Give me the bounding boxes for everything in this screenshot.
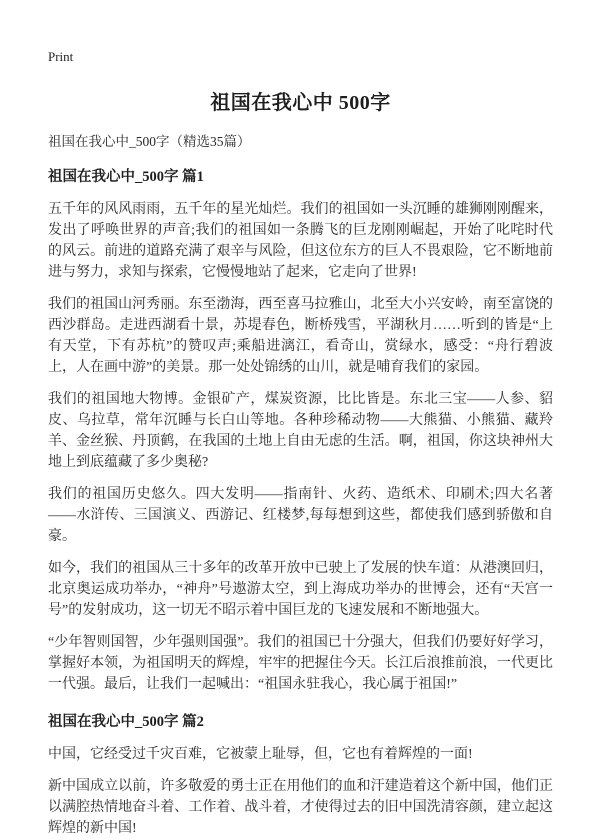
paragraph: 五千年的风风雨雨，五千年的星光灿烂。我们的祖国如一头沉睡的雄狮刚刚醒来，发出了呼唤世界的声音;我们的祖国如一条腾飞的巨龙刚刚崛起，开始了叱咤时代的风云。前进的道路充满了艰辛与风险，但这位东方的巨人不畏艰险，它不断地前进与努力，求知与探索，它慢慢地站了起来，它走向了世界! (48, 202, 553, 280)
paragraph: 中国，它经受过千灾百难，它被蒙上耻辱，但，它也有着辉煌的一面! (48, 747, 473, 762)
paragraph: “少年智则国智，少年强则国强”。我们的祖国已十分强大，但我们仍要好好学习，掌握好本领，为祖国明天的辉煌，牢牢的把握住今天。长江后浪推前浪，一代更比一代强。最后，让我们一起喊出：“祖国永驻我心，我心属于祖国!” (48, 635, 553, 692)
print-button[interactable]: Print (48, 49, 74, 64)
section-heading-2: 祖国在我心中_500字 篇2 (48, 714, 204, 730)
paragraph: 我们的祖国历史悠久。四大发明——指南针、火药、造纸术、印刷术;四大名著——水浒传、三国演义、西游记、红楼梦,每每想到这些，都使我们感到骄傲和自豪。 (48, 487, 553, 544)
page-title: 祖国在我心中 500字 (210, 92, 391, 114)
paragraph: 我们的祖国山河秀丽。东至渤海，西至喜马拉雅山，北至大小兴安岭，南至富饶的西沙群岛。走进西湖看十景，苏堤春色，断桥残雪，平湖秋月……听到的皆是“上有天堂，下有苏杭”的赞叹声;乘船进漓江，看奇山，赏绿水，感受：“舟行碧波上，人在画中游”的美景。那一处处锦绣的山川，就是哺育我们的家园。 (48, 297, 553, 375)
paragraph: 新中国成立以前，许多敬爱的勇士正在用他们的血和汗建造着这个新中国，他们正以满腔热情地奋斗着、工作着、战斗着，才使得过去的旧中国洗清容颜，建立起这辉煌的新中国! (48, 779, 553, 836)
essay-section-1 (48, 165, 553, 695)
paragraph: 如今，我们的祖国从三十多年的改革开放中已驶上了发展的快车道：从港澳回归，北京奥运成功举办，“神舟”号遨游太空，到上海成功举办的世博会，还有“天宫一号”的发射成功，这一切无不昭示着中国巨龙的飞速发展和不断地强大。 (48, 561, 553, 618)
paragraph: 我们的祖国地大物博。金银矿产，煤炭资源，比比皆是。东北三宝——人参、貂皮、乌拉草，常年沉睡与长白山等地。各种珍稀动物——大熊猫、小熊猫、藏羚羊、金丝猴、丹顶鹤，在我国的土地上自由无虑的生活。啊，祖国，你这块神州大地上到底蕴藏了多少奥秘? (48, 392, 553, 470)
section-heading-1: 祖国在我心中_500字 篇1 (48, 169, 204, 185)
page-subtitle: 祖国在我心中_500字（精选35篇） (48, 134, 251, 149)
essay-section-2 (48, 710, 553, 839)
